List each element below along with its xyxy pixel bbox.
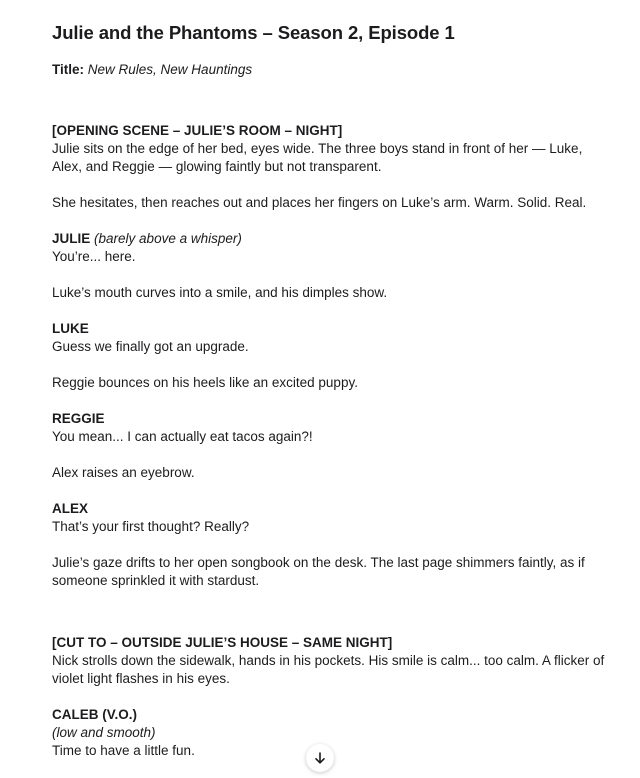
character-name: REGGIE <box>52 411 105 426</box>
episode-title-line <box>52 60 612 80</box>
character-name: LUKE <box>52 321 89 336</box>
parenthetical: (barely above a whisper) <box>94 231 242 246</box>
character-name: ALEX <box>52 501 89 516</box>
title-label: Title: <box>52 62 85 77</box>
dialogue-reggie <box>52 410 612 446</box>
dialogue-line: Time to have a little fun. <box>52 743 195 758</box>
scene-heading: [CUT TO – OUTSIDE JULIE’S HOUSE – SAME NIGHT] <box>52 635 393 650</box>
scene-heading: [OPENING SCENE – JULIE’S ROOM – NIGHT] <box>52 123 343 138</box>
parenthetical: (low and smooth) <box>52 725 156 740</box>
action-line: Julie sits on the edge of her bed, eyes wide. The three boys stand in front of her — Luke, Alex, and Reggie — glowing faintly but not transparent. <box>52 141 583 174</box>
action-block <box>52 374 612 392</box>
dialogue-julie <box>52 230 612 266</box>
dialogue-line: You mean... I can actually eat tacos again?! <box>52 429 313 444</box>
action-block <box>52 284 612 302</box>
action-line: Alex raises an eyebrow. <box>52 465 195 480</box>
action-block <box>52 464 612 482</box>
scroll-down-button[interactable] <box>306 744 334 772</box>
action-line: Luke’s mouth curves into a smile, and his dimples show. <box>52 285 388 300</box>
character-name: JULIE <box>52 231 91 246</box>
episode-title: New Rules, New Hauntings <box>87 62 253 77</box>
dialogue-line: You’re... here. <box>52 249 136 264</box>
action-block <box>52 194 612 212</box>
action-line: Reggie bounces on his heels like an excited puppy. <box>52 375 358 390</box>
character-name: CALEB (V.O.) <box>52 707 138 722</box>
document-page <box>52 20 612 760</box>
scene-1 <box>52 122 612 176</box>
action-line: Julie’s gaze drifts to her open songbook on the desk. The last page shimmers faintly, as if someone sprinkled it with stardust. <box>52 555 585 588</box>
document-heading: Julie and the Phantoms – Season 2, Episode 1 <box>52 22 455 43</box>
action-line: She hesitates, then reaches out and places her fingers on Luke’s arm. Warm. Solid. Real. <box>52 195 587 210</box>
action-block <box>52 554 612 590</box>
scene-2 <box>52 634 612 688</box>
dialogue-luke <box>52 320 612 356</box>
action-line: Nick strolls down the sidewalk, hands in his pockets. His smile is calm... too calm. A flicker of violet light flashes in his eyes. <box>52 653 605 686</box>
dialogue-line: That’s your first thought? Really? <box>52 519 250 534</box>
arrow-down-icon <box>313 751 327 765</box>
dialogue-alex <box>52 500 612 536</box>
dialogue-line: Guess we finally got an upgrade. <box>52 339 249 354</box>
